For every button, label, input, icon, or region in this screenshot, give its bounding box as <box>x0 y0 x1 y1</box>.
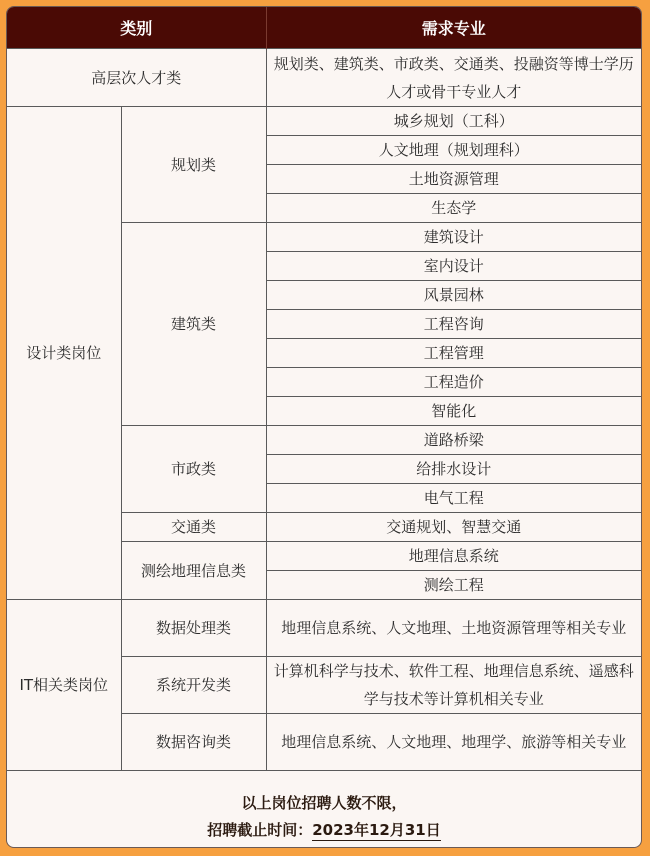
group-design: 设计类岗位 <box>7 107 121 600</box>
major-item: 土地资源管理 <box>266 165 641 194</box>
recruitment-card <box>6 6 642 848</box>
subcategory-planning: 规划类 <box>121 107 266 223</box>
subcategory-surveying: 测绘地理信息类 <box>121 542 266 600</box>
major-item: 建筑设计 <box>266 223 641 252</box>
major-item: 人文地理（规划理科） <box>266 136 641 165</box>
major-item: 智能化 <box>266 397 641 426</box>
footer-note <box>7 770 641 848</box>
subcategory-architecture: 建筑类 <box>121 223 266 426</box>
table-row <box>7 600 641 657</box>
table-row <box>7 49 641 107</box>
major-item: 城乡规划（工科） <box>266 107 641 136</box>
major-item: 电气工程 <box>266 484 641 513</box>
major-item: 工程造价 <box>266 368 641 397</box>
subcategory-data-processing: 数据处理类 <box>121 600 266 657</box>
major-senior: 规划类、建筑类、市政类、交通类、投融资等博士学历人才或骨干专业人才 <box>266 49 641 107</box>
recruitment-table <box>7 7 641 771</box>
category-senior: 高层次人才类 <box>7 49 266 107</box>
major-item: 测绘工程 <box>266 571 641 600</box>
major-item: 道路桥梁 <box>266 426 641 455</box>
major-item: 工程管理 <box>266 339 641 368</box>
major-item: 地理信息系统 <box>266 542 641 571</box>
subcategory-data-consulting: 数据咨询类 <box>121 714 266 771</box>
table-row <box>7 107 641 136</box>
major-data-consulting: 地理信息系统、人文地理、地理学、旅游等相关专业 <box>266 714 641 771</box>
header-category: 类别 <box>7 7 266 49</box>
header-major: 需求专业 <box>266 7 641 49</box>
major-item: 交通规划、智慧交通 <box>266 513 641 542</box>
subcategory-system-dev: 系统开发类 <box>121 657 266 714</box>
footer-unlimited: 以上岗位招聘人数不限， <box>241 794 407 812</box>
major-item: 风景园林 <box>266 281 641 310</box>
deadline-label: 招聘截止时间： <box>207 821 313 839</box>
subcategory-municipal: 市政类 <box>121 426 266 513</box>
major-data-processing: 地理信息系统、人文地理、土地资源管理等相关专业 <box>266 600 641 657</box>
major-item: 生态学 <box>266 194 641 223</box>
deadline-date: 2023年12月31日 <box>312 821 441 839</box>
major-system-dev: 计算机科学与技术、软件工程、地理信息系统、遥感科学与技术等计算机相关专业 <box>266 657 641 714</box>
major-item: 室内设计 <box>266 252 641 281</box>
footer-deadline <box>7 819 641 840</box>
group-it: IT相关类岗位 <box>7 600 121 771</box>
major-item: 工程咨询 <box>266 310 641 339</box>
subcategory-transport: 交通类 <box>121 513 266 542</box>
major-item: 给排水设计 <box>266 455 641 484</box>
table-header <box>7 7 641 49</box>
